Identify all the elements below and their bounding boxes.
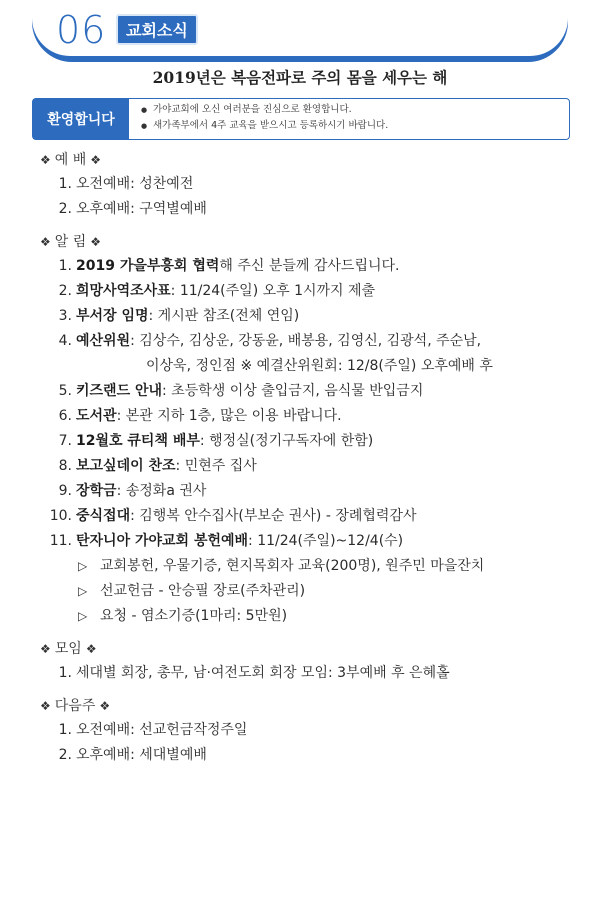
list-item: 1. 세대별 회장, 총무, 남·여전도회 회장 모임: 3부예배 후 은혜홀 xyxy=(58,665,450,681)
notices-heading: ❖ 알 림 ❖ xyxy=(40,234,102,250)
welcome-note: ● 새가족부에서 4주 교육을 받으시고 등록하시기 바랍니다. xyxy=(141,118,388,134)
list-item: 5. 키즈랜드 안내: 초등학생 이상 출입금지, 음식물 반입금지 xyxy=(58,383,424,399)
list-item: 2. 오후예배: 구역별예배 xyxy=(58,201,207,217)
section-number: 06 xyxy=(56,8,107,52)
list-item: 7. 12월호 큐티책 배부: 행정실(정기구독자에 한함) xyxy=(58,433,374,449)
list-item: 9. 장학금: 송정화a 권사 xyxy=(58,483,207,499)
sub-item: ▷ 선교헌금 - 안승필 장로(주차관리) xyxy=(36,579,576,604)
list-item: 1. 오전예배: 성찬예전 xyxy=(58,176,194,192)
triangle-bullet-icon: ▷ xyxy=(78,584,88,598)
bullet-icon: ● xyxy=(141,122,148,130)
next-week-heading: ❖ 다음주 ❖ xyxy=(40,698,111,714)
bullet-icon: ● xyxy=(141,106,148,114)
list-item-continuation: 이상욱, 정인점 ※ 예결산위원회: 12/8(주일) 오후예배 후 xyxy=(146,358,493,374)
annual-motto: 2019년은 복음전파로 주의 몸을 세우는 해 xyxy=(152,68,448,87)
list-item: 2. 오후예배: 세대별예배 xyxy=(58,747,207,763)
triangle-bullet-icon: ▷ xyxy=(78,559,88,573)
list-item: 6. 도서관: 본관 지하 1층, 많은 이용 바랍니다. xyxy=(58,408,342,424)
diamond-icon: ❖ xyxy=(99,699,111,713)
diamond-icon: ❖ xyxy=(40,699,51,713)
sub-item: ▷ 교회봉헌, 우물기증, 현지목회자 교육(200명), 원주민 마을잔치 xyxy=(36,554,576,579)
worship-heading: ❖ 예 배 ❖ xyxy=(40,152,102,168)
list-item: 3. 부서장 임명: 게시판 참조(전체 연임) xyxy=(58,308,300,324)
welcome-label: 환영합니다 xyxy=(33,99,129,139)
header-banner xyxy=(32,0,568,62)
list-item: 10. 중식접대: 김행복 안수집사(부보순 권사) - 장례협력감사 xyxy=(49,508,417,524)
list-item: 1. 2019 가을부흥회 협력해 주신 분들께 감사드립니다. xyxy=(58,258,400,274)
sub-item: ▷ 요청 - 염소기증(1마리: 5만원) xyxy=(36,604,576,629)
meeting-heading: ❖ 모임 ❖ xyxy=(40,641,97,657)
list-item: 1. 오전예배: 선교헌금작정주일 xyxy=(58,722,248,738)
list-item: 4. 예산위원: 김상수, 김상운, 강동윤, 배봉용, 김영신, 김광석, 주순남, xyxy=(58,333,482,349)
diamond-icon: ❖ xyxy=(85,642,97,656)
diamond-icon: ❖ xyxy=(90,235,102,249)
welcome-note: ● 가야교회에 오신 여러분을 진심으로 환영합니다. xyxy=(141,102,388,118)
list-item: 11. 탄자니아 가야교회 봉헌예배: 11/24(주일)~12/4(수) xyxy=(49,533,404,549)
notice-content xyxy=(36,148,576,768)
diamond-icon: ❖ xyxy=(90,153,102,167)
welcome-box xyxy=(32,98,570,140)
list-item: 2. 희망사역조사표: 11/24(주일) 오후 1시까지 제출 xyxy=(58,283,376,299)
list-item: 8. 보고싶데이 찬조: 민현주 집사 xyxy=(58,458,257,474)
section-title: 교회소식 xyxy=(116,14,198,45)
diamond-icon: ❖ xyxy=(40,235,51,249)
triangle-bullet-icon: ▷ xyxy=(78,609,88,623)
diamond-icon: ❖ xyxy=(40,153,51,167)
diamond-icon: ❖ xyxy=(40,642,51,656)
welcome-notes xyxy=(141,102,388,134)
